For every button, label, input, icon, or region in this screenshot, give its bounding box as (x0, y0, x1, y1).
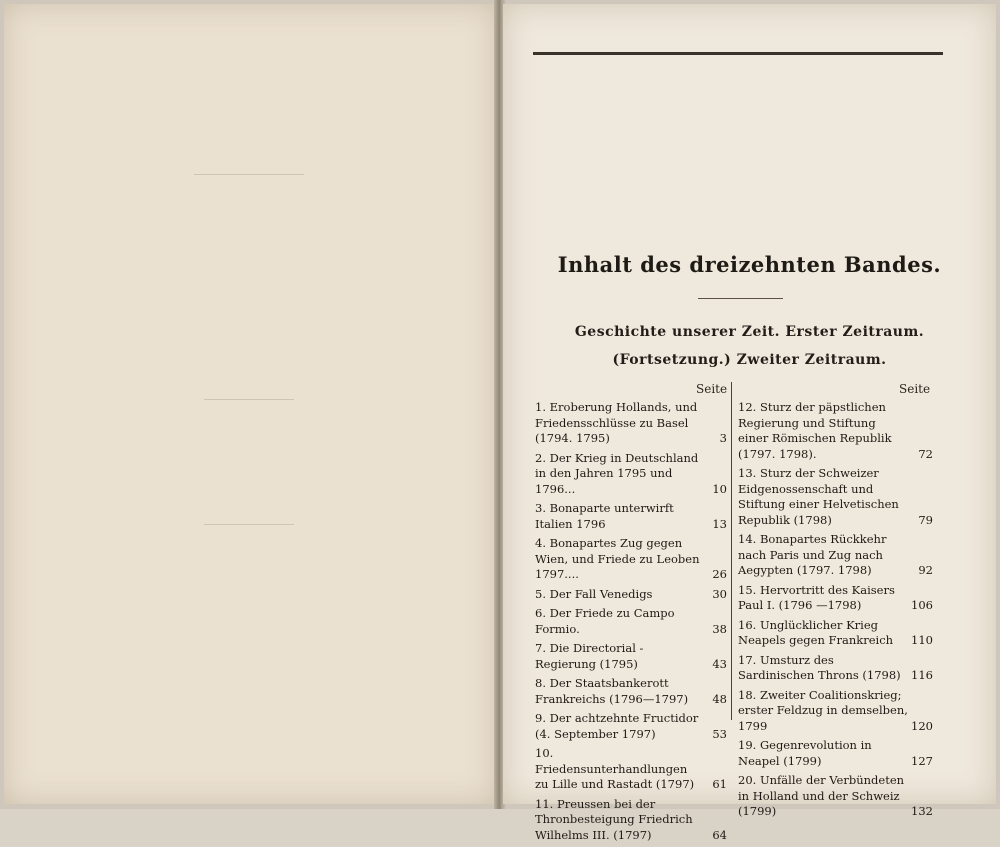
entry-title: Die Directorial - Regierung (1795) (535, 641, 644, 671)
entry-title: Der Fall Venedigs (549, 586, 653, 601)
entry-page: 110 (911, 633, 933, 647)
entry-page: 127 (911, 753, 933, 768)
toc-entry (535, 641, 727, 672)
entry-number: 4. (535, 536, 546, 550)
entry-title: Zweiter Coalitionskrieg; erster Feldzug in demselben, 1799 (738, 687, 908, 733)
toc-entry (738, 583, 933, 614)
entry-number: 18. (738, 687, 757, 702)
entry-number: 8. (535, 676, 546, 690)
entry-page: 43 (712, 656, 727, 671)
entry-page: 48 (712, 691, 727, 706)
entry-number: 12. (738, 400, 757, 414)
toc-left-column (535, 400, 727, 847)
entry-page: 26 (712, 567, 727, 581)
entry-page: 30 (712, 586, 727, 601)
entry-number: 19. (738, 738, 757, 752)
entry-page: 53 (712, 726, 727, 741)
entry-title: Friedensunterhandlungen zu Lille und Rastadt (1797) (535, 761, 695, 791)
toc-entry (738, 400, 933, 462)
toc-subtitle-1: Geschichte unserer Zeit. Erster Zeitraum. (574, 324, 925, 340)
column-divider (731, 382, 732, 720)
toc-right-column (738, 400, 933, 824)
entry-page: 3 (719, 431, 727, 445)
toc-entry (738, 738, 933, 769)
entry-title: Bonapartes Zug gegen Wien, und Friede zu Leoben 1797.... (535, 536, 700, 581)
entry-page: 106 (911, 598, 933, 612)
title-divider (698, 298, 783, 299)
entry-number: 5. (535, 586, 546, 601)
entry-number: 11. (535, 796, 554, 811)
entry-number: 14. (738, 532, 757, 546)
entry-number: 16. (738, 617, 757, 632)
entry-title: Sturz der Schweizer Eidgenossenschaft und Stiftung einer Helvetischen Republik (1798) (738, 466, 899, 527)
entry-page: 64 (712, 827, 727, 842)
entry-number: 13. (738, 466, 757, 480)
toc-entry (738, 532, 933, 579)
entry-page: 79 (918, 512, 933, 527)
entry-number: 17. (738, 652, 757, 667)
entry-title: Der achtzehnte Fructidor (4. September 1797) (535, 711, 699, 741)
toc-entry (738, 466, 933, 528)
entry-title: Umsturz des Sardinischen Throns (1798) (738, 652, 901, 682)
entry-number: 2. (535, 450, 546, 465)
entry-page: 72 (918, 446, 933, 461)
toc-entry (738, 653, 933, 684)
toc-entry (535, 606, 727, 637)
toc-subtitle-2: (Fortsetzung.) Zweiter Zeitraum. (612, 352, 887, 368)
entry-title: Hervortritt des Kaisers Paul I. (1796 —1798) (738, 582, 895, 612)
entry-title: Bonapartes Rückkehr nach Paris und Zug nach Aegypten (1797. 1798) (738, 532, 887, 577)
toc-entry (535, 587, 727, 603)
entry-title: Gegenrevolution in Neapel (1799) (738, 738, 872, 768)
page-column-header-left: Seite (696, 382, 728, 396)
toc-entry (738, 773, 933, 820)
top-rule (533, 52, 943, 55)
entry-title: Der Krieg in Deutschland in den Jahren 1795 und 1796... (535, 450, 699, 496)
entry-number: 3. (535, 501, 546, 515)
left-page (4, 4, 496, 804)
entry-title: Der Staatsbankerott Frankreichs (1796—1797) (535, 676, 689, 706)
entry-page: 116 (911, 668, 933, 682)
entry-title: Unfälle der Verbündeten in Holland und der Schweiz (1799) (738, 773, 905, 818)
entry-title: Eroberung Hollands, und Friedensschlüsse zu Basel (1794. 1795) (535, 400, 698, 445)
entry-number: 10. (535, 746, 554, 760)
entry-page: 10 (712, 481, 727, 496)
entry-number: 1. (535, 400, 546, 414)
page-column-header-right: Seite (899, 382, 931, 396)
entry-number: 20. (738, 773, 757, 787)
toc-entry (535, 797, 727, 844)
toc-title: Inhalt des dreizehnten Bandes. (557, 252, 942, 277)
toc-entry (535, 746, 727, 793)
entry-number: 6. (535, 606, 546, 620)
toc-entry (535, 711, 727, 742)
entry-number: 7. (535, 641, 546, 655)
entry-number: 15. (738, 582, 757, 597)
toc-entry (535, 451, 727, 498)
toc-entry (535, 536, 727, 583)
entry-number: 9. (535, 711, 546, 725)
toc-entry (535, 501, 727, 532)
entry-page: 92 (918, 563, 933, 577)
entry-page: 61 (712, 777, 727, 791)
entry-title: Unglücklicher Krieg Neapels gegen Frankreich (738, 617, 894, 647)
right-page (503, 4, 996, 842)
entry-page: 38 (712, 621, 727, 636)
toc-entry (738, 688, 933, 735)
entry-title: Bonaparte unterwirft Italien 1796 (535, 501, 674, 531)
entry-title: Preussen bei der Thronbesteigung Friedrich Wilhelms III. (1797) (535, 796, 693, 842)
entry-page: 132 (911, 804, 933, 818)
toc-entry (535, 400, 727, 447)
toc-entry (535, 676, 727, 707)
entry-title: Sturz der päpstlichen Regierung und Stiftung einer Römischen Republik (1797. 1798). (738, 400, 892, 461)
entry-page: 13 (712, 516, 727, 531)
entry-page: 120 (911, 718, 933, 733)
entry-title: Der Friede zu Campo Formio. (535, 606, 675, 636)
toc-entry (738, 618, 933, 649)
